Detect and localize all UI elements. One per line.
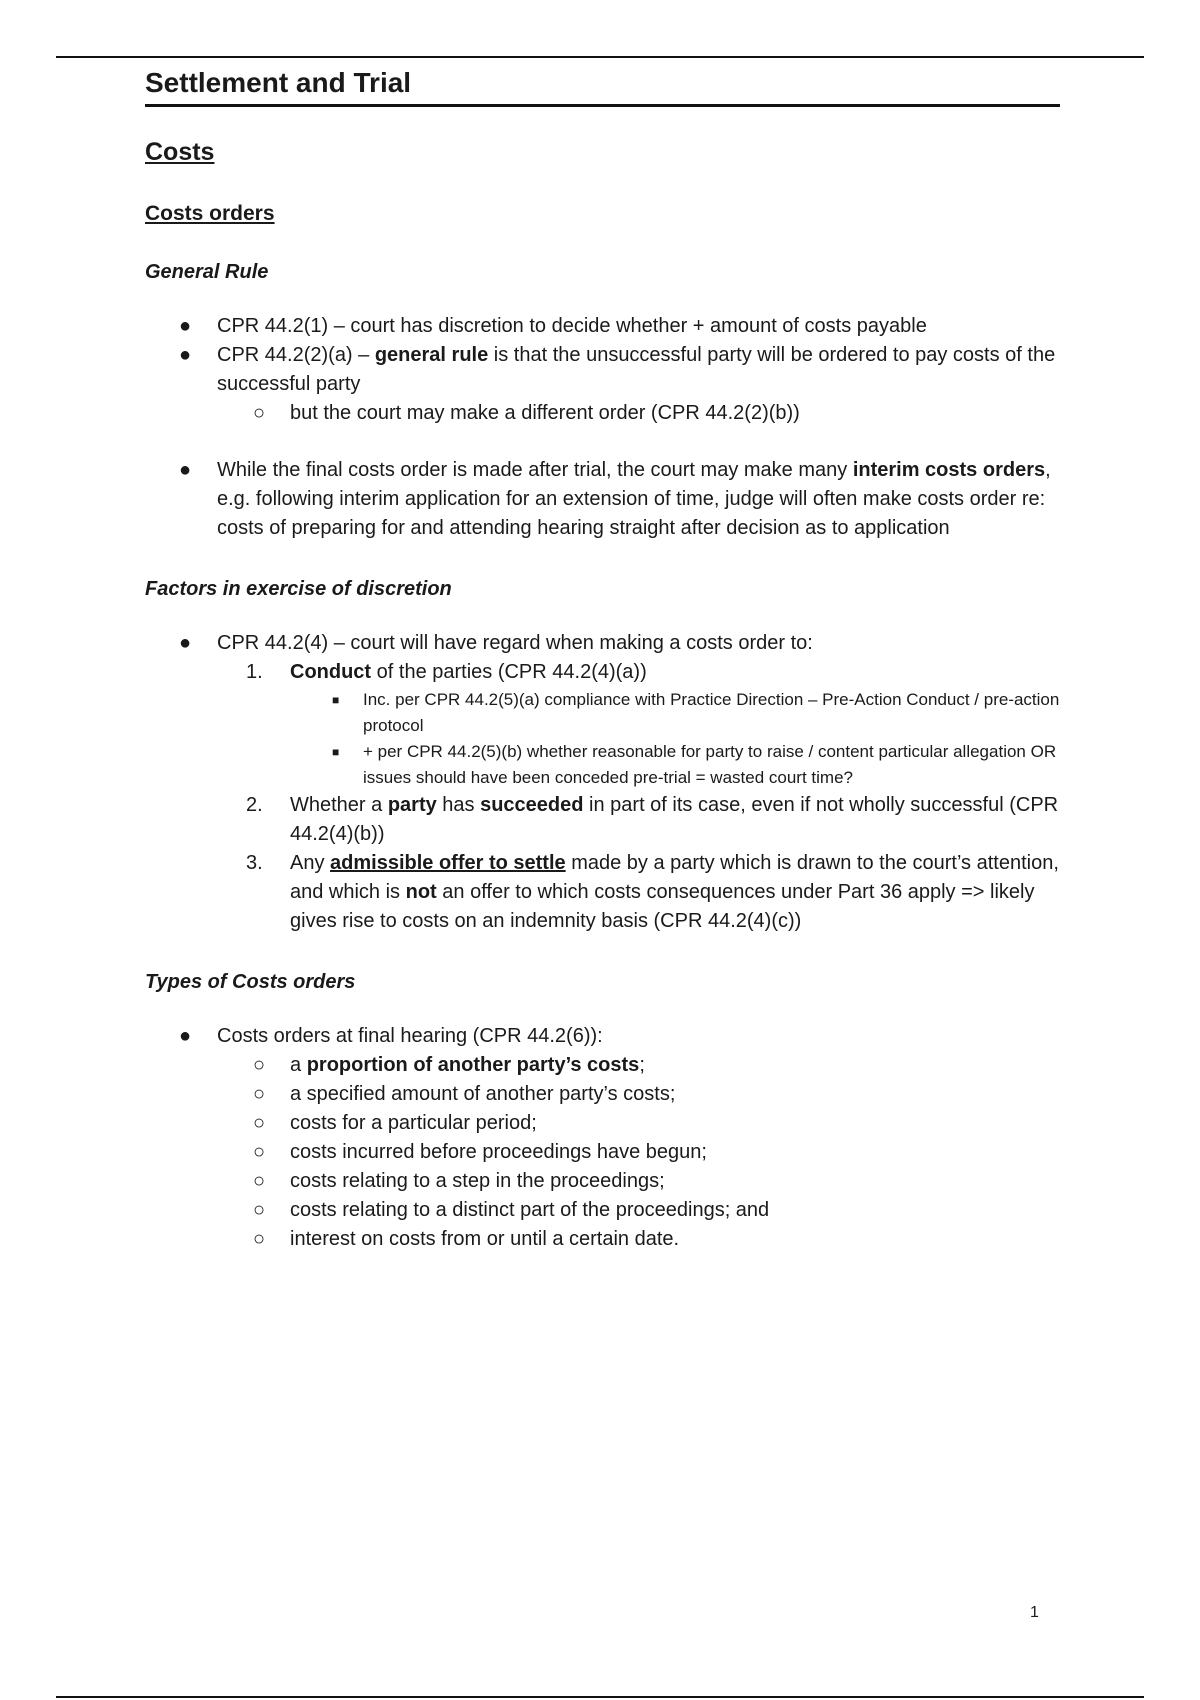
square-bullet-icon: ■: [332, 692, 340, 707]
list-item-text: While the final costs order is made after trial, the court may make many: [217, 458, 853, 481]
spacer: [145, 428, 1060, 456]
list-item: [145, 1138, 1060, 1167]
types-list: [145, 1022, 1060, 1051]
factors-numbered-list: [217, 658, 1060, 936]
factors-list: [145, 629, 1060, 658]
bullet-icon: ●: [179, 631, 192, 654]
list-item-text: in part of its case, even if not wholly successful (CPR 44.2(4)(b)): [290, 793, 1059, 845]
bold-term: party: [387, 793, 437, 816]
list-item: [145, 1225, 1060, 1254]
page-number: 1: [1030, 1604, 1039, 1621]
general-rule-list: [145, 312, 1060, 543]
list-item-text: + per CPR 44.2(5)(b) whether reasonable for party to raise / content particular allegation OR issues should have been conceded pre-trial = wasted court time?: [363, 741, 1057, 787]
circle-bullet-icon: ○: [253, 1111, 266, 1134]
list-item-text: costs incurred before proceedings have begun;: [290, 1140, 707, 1163]
list-item: [145, 791, 1060, 849]
list-item: [145, 849, 1060, 936]
bold-term: proportion of another party’s costs: [306, 1053, 640, 1076]
bullet-icon: ●: [179, 343, 192, 366]
bullet-icon: ●: [179, 1024, 192, 1047]
document-title: Settlement and Trial: [145, 66, 1060, 107]
list-item-text: CPR 44.2(2)(a) –: [217, 343, 375, 366]
heading-general-rule: General Rule: [145, 260, 269, 283]
page-bottom-rule: [56, 1696, 1144, 1698]
list-item-text: interest on costs from or until a certain date.: [290, 1227, 680, 1250]
subsection-heading-costs-orders: Costs orders: [145, 201, 275, 225]
list-number: 2.: [246, 793, 263, 816]
circle-bullet-icon: ○: [253, 1198, 266, 1221]
list-item: [290, 687, 1060, 739]
list-item-text: Costs orders at final hearing (CPR 44.2(6)):: [217, 1024, 603, 1047]
list-item: [145, 658, 1060, 791]
list-item-text: an offer to which costs consequences under Part 36 apply => likely gives rise to costs on an indemnity basis (CPR 44.2(4)(c)): [290, 880, 1035, 932]
circle-bullet-icon: ○: [253, 1082, 266, 1105]
list-item: [145, 312, 1060, 341]
heading-types-of-costs-orders: Types of Costs orders: [145, 970, 356, 993]
list-item-text: a specified amount of another party’s costs;: [290, 1082, 676, 1105]
list-item: [145, 1022, 1060, 1051]
list-item-text: CPR 44.2(1) – court has discretion to decide whether + amount of costs payable: [217, 314, 927, 337]
list-item: [145, 1167, 1060, 1196]
list-item-text: costs for a particular period;: [290, 1111, 537, 1134]
bold-term: Conduct: [290, 660, 372, 683]
square-bullet-icon: ■: [332, 744, 340, 759]
bold-term: interim costs orders: [852, 458, 1046, 481]
list-item: [145, 456, 1060, 543]
circle-bullet-icon: ○: [253, 1053, 266, 1076]
bold-term: succeeded: [480, 793, 584, 816]
list-item: [145, 1196, 1060, 1225]
list-item-text: of the parties (CPR 44.2(4)(a)): [371, 660, 647, 683]
list-item: [145, 629, 1060, 658]
list-item-text: ;: [639, 1053, 645, 1076]
list-item-text: a: [290, 1053, 307, 1076]
bold-term: not: [405, 880, 437, 903]
sublist: [217, 399, 1060, 428]
circle-bullet-icon: ○: [253, 1169, 266, 1192]
list-item: [145, 399, 1060, 428]
document-body: [145, 66, 1060, 1254]
list-item-text: , e.g. following interim application for an extension of time, judge will often make costs order re: costs of preparing for and attending hearing straight after decision as to application: [217, 458, 1051, 539]
list-item-text: Any: [290, 851, 331, 874]
list-item-text: has: [436, 793, 481, 816]
bullet-icon: ●: [179, 314, 192, 337]
heading-factors: Factors in exercise of discretion: [145, 577, 452, 600]
list-item: [145, 1080, 1060, 1109]
page-top-rule: [56, 56, 1144, 58]
list-item-text: CPR 44.2(4) – court will have regard when making a costs order to:: [217, 631, 813, 654]
types-sublist: [217, 1051, 1060, 1254]
list-item-text: Whether a: [290, 793, 388, 816]
bold-underlined-term: admissible offer to settle: [330, 851, 566, 874]
circle-bullet-icon: ○: [253, 1140, 266, 1163]
list-item-text: made by a party which is drawn to the court’s attention, and which is: [290, 851, 1059, 903]
bullet-icon: ●: [179, 458, 192, 481]
list-item-text: but the court may make a different order (CPR 44.2(2)(b)): [290, 401, 800, 424]
list-item: [290, 739, 1060, 791]
list-item: [145, 1051, 1060, 1080]
list-number: 1.: [246, 660, 263, 683]
list-item: [145, 1109, 1060, 1138]
section-heading-costs: Costs: [145, 137, 215, 166]
list-item-text: costs relating to a distinct part of the proceedings; and: [290, 1198, 770, 1221]
sublist: [290, 687, 1060, 791]
list-item: [145, 341, 1060, 428]
bold-term: general rule: [374, 343, 489, 366]
circle-bullet-icon: ○: [253, 1227, 266, 1250]
list-number: 3.: [246, 851, 263, 874]
list-item-text: is that the unsuccessful party will be ordered to pay costs of the successful party: [217, 343, 1056, 395]
list-item-text: costs relating to a step in the proceedings;: [290, 1169, 665, 1192]
circle-bullet-icon: ○: [253, 401, 266, 424]
list-item-text: Inc. per CPR 44.2(5)(a) compliance with Practice Direction – Pre-Action Conduct / pre-action protocol: [363, 689, 1060, 735]
